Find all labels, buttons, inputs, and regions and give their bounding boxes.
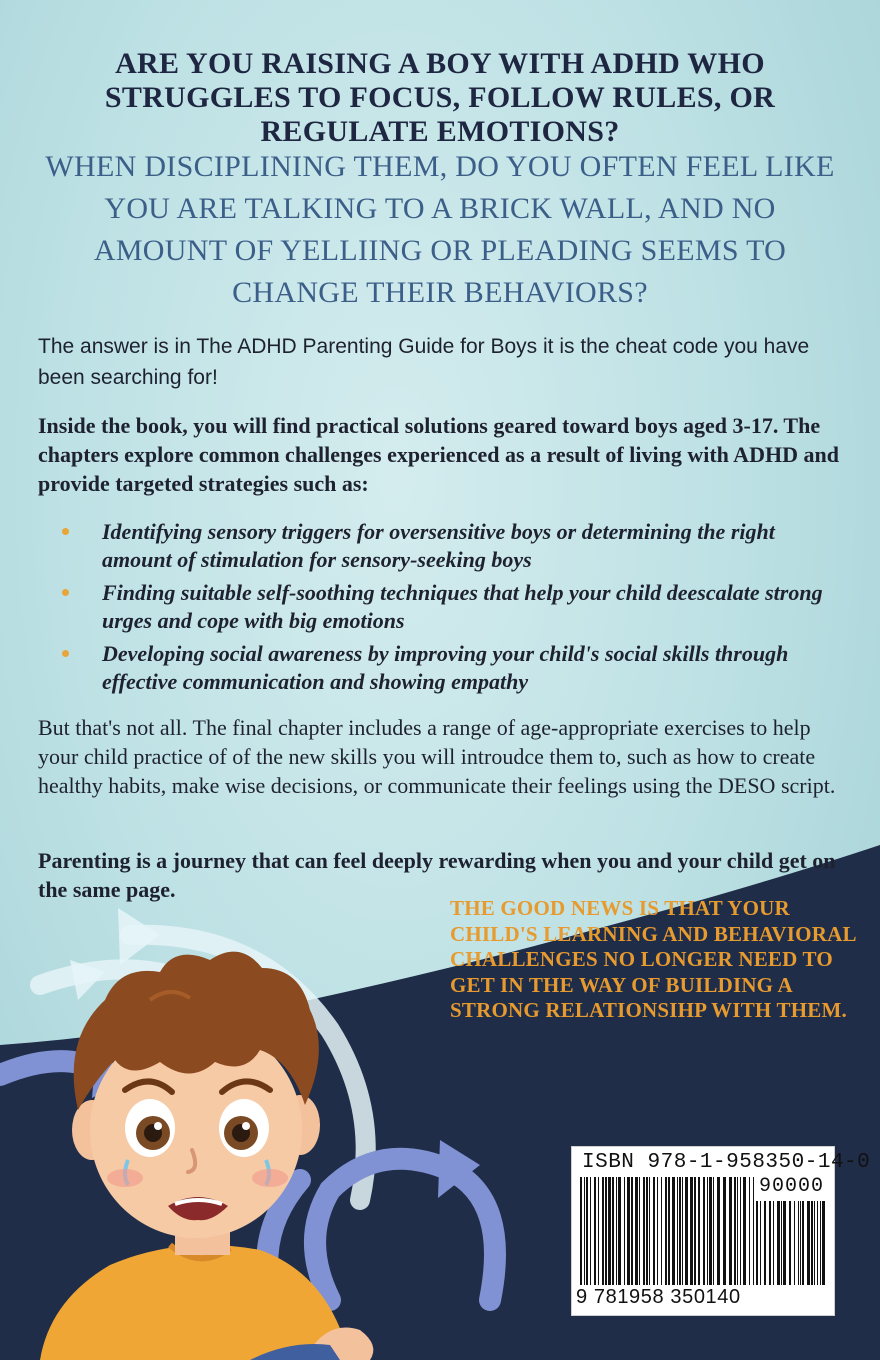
subhead: WHEN DISCIPLINING THEM, DO YOU OFTEN FEEL LIKE YOU ARE TALKING TO A BRICK WALL, AND NO AMOUNT OF YELLIING OR PLEADING SEEMS TO CHANGE THEIR BEHAVIORS? bbox=[45, 150, 835, 309]
barcode-bars bbox=[580, 1177, 826, 1289]
list-item-text: Finding suitable self-soothing techniques that help your child deescalate strong urges and cope with big emotions bbox=[102, 580, 823, 633]
isbn-label: ISBN 978-1-958350-14-0 bbox=[582, 1151, 871, 1174]
isbn-barcode bbox=[571, 1146, 871, 1316]
isbn-digits: 9 781958 350140 bbox=[576, 1286, 741, 1308]
bullet-icon bbox=[62, 589, 69, 596]
list-item bbox=[62, 518, 842, 574]
list-item bbox=[62, 640, 842, 696]
answer-paragraph: The answer is in The ADHD Parenting Guide for Boys it is the cheat code you have been searching for! bbox=[38, 335, 810, 389]
pale-arrow-head bbox=[118, 908, 160, 965]
bullet-icon bbox=[62, 650, 69, 657]
inside-paragraph: Inside the book, you will find practical solutions geared toward boys aged 3-17. The chapters explore common challenges experienced as a result of living with ADHD and provide targeted strategies such as: bbox=[38, 413, 839, 496]
isbn-addon-code: 90000 bbox=[758, 1175, 824, 1198]
list-item bbox=[62, 579, 842, 635]
final-chapter-paragraph: But that's not all. The final chapter includes a range of age-appropriate exercises to help your child practice of of the new skills you will introudce them to, such as how to create healthy habits, make wise decisions, or communicate their feelings using the DESO script. bbox=[38, 715, 836, 798]
headline: ARE YOU RAISING A BOY WITH ADHD WHO STRUGGLES TO FOCUS, FOLLOW RULES, OR REGULATE EMOTIONS? bbox=[104, 47, 776, 148]
list-item-text: Developing social awareness by improving your child's social skills through effective communication and showing empathy bbox=[102, 641, 789, 694]
good-news-callout: THE GOOD NEWS IS THAT YOUR CHILD'S LEARNING AND BEHAVIORAL CHALLENGES NO LONGER NEED TO GET IN THE WAY OF BUILDING A STRONG RELATIONSIHP WITH THEM. bbox=[450, 896, 856, 1022]
parenting-paragraph: Parenting is a journey that can feel deeply rewarding when you and your child get on the same page. bbox=[38, 848, 836, 902]
strategy-list bbox=[62, 518, 842, 701]
bullet-icon bbox=[62, 528, 69, 535]
list-item-text: Identifying sensory triggers for oversensitive boys or determining the right amount of stimulation for sensory-seeking boys bbox=[102, 519, 775, 572]
